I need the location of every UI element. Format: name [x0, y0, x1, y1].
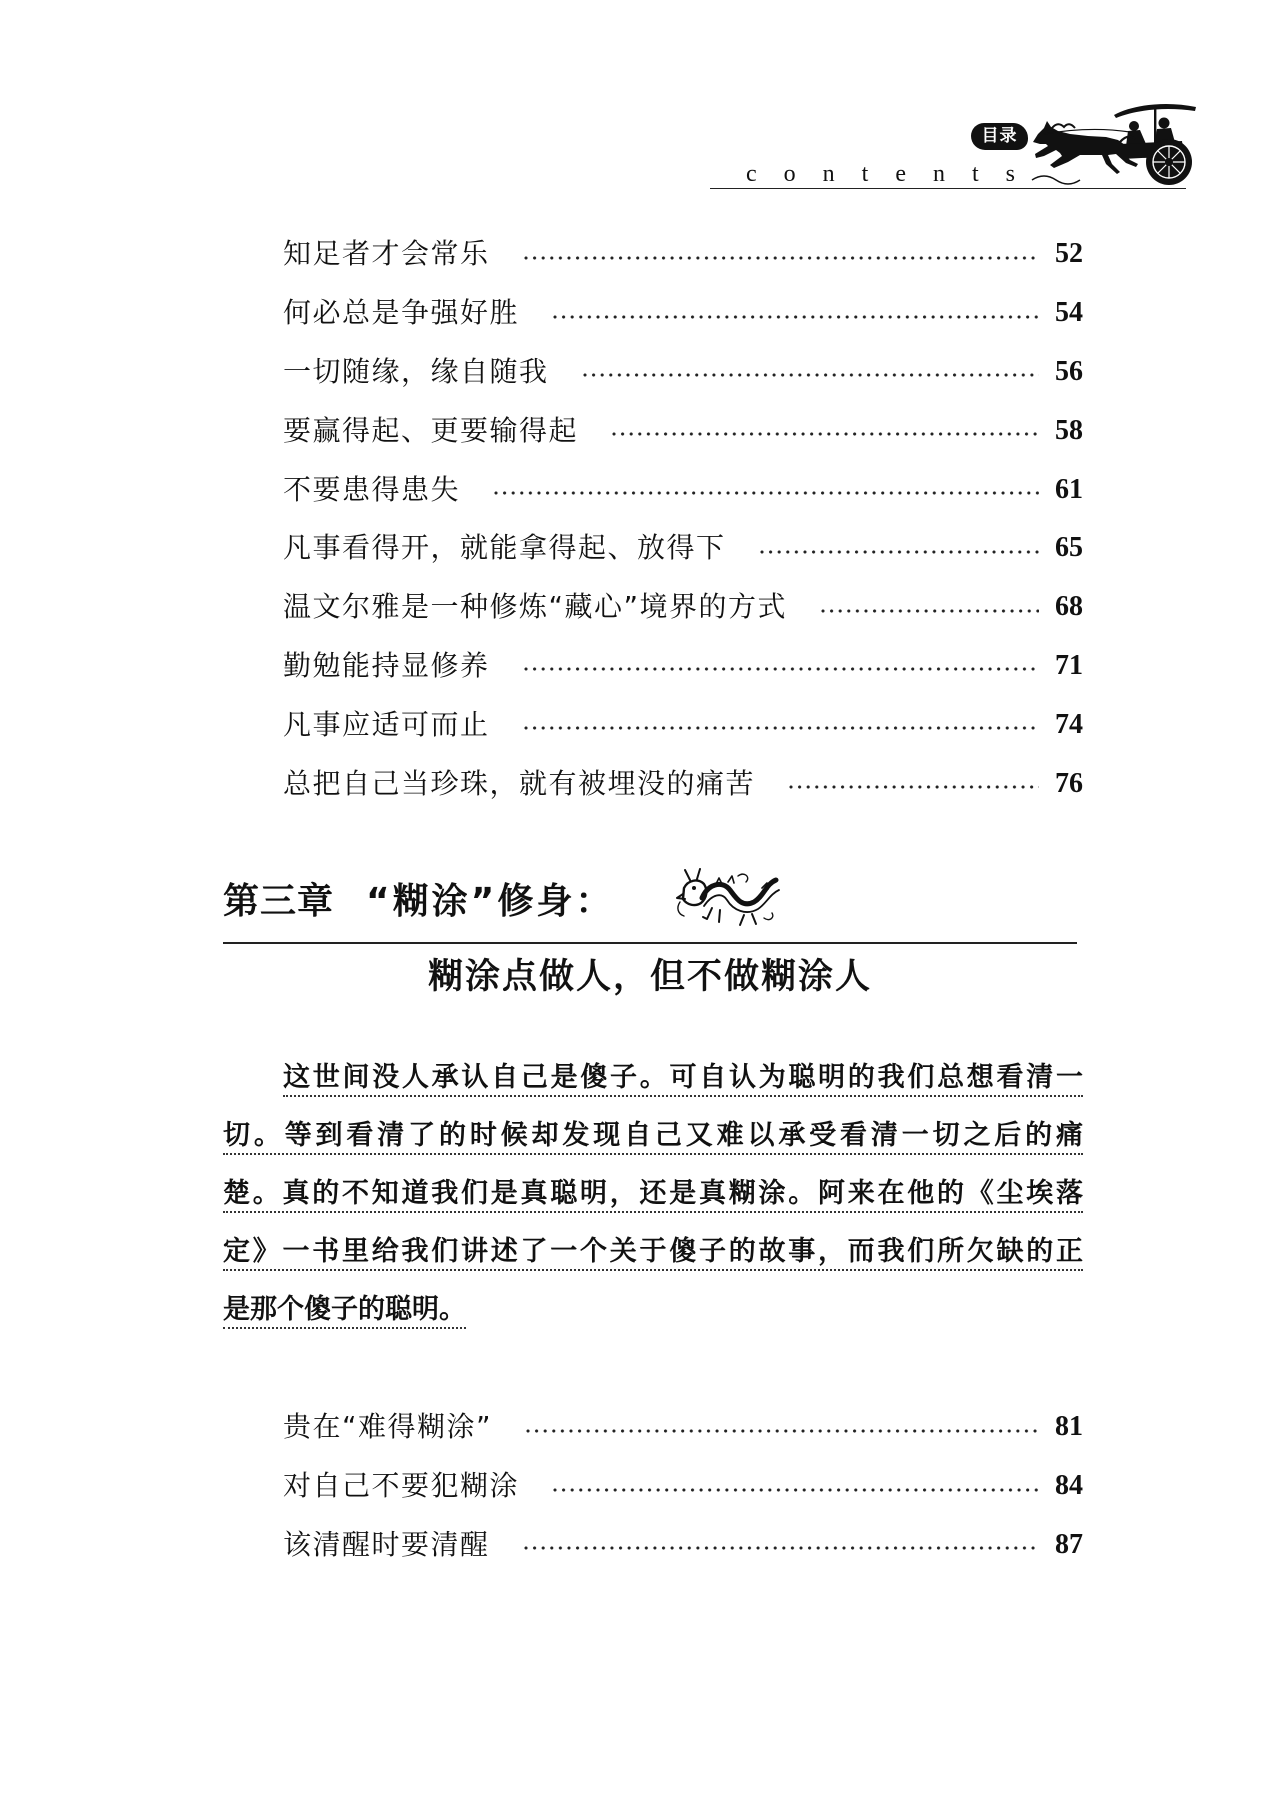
dot-leader [789, 785, 1039, 789]
dot-leader [612, 432, 1039, 436]
toc-list [283, 1398, 1083, 1574]
dot-leader [494, 491, 1039, 495]
toc-entry [283, 637, 1083, 696]
dragon-eye [692, 886, 696, 890]
toc-entry-page: 52 [1055, 238, 1083, 270]
chapter-intro [223, 1061, 1083, 1351]
toc-entry [283, 460, 1083, 519]
toc-entry-title: 贵在“难得糊涂” [283, 1410, 493, 1444]
toc-entry [283, 754, 1083, 813]
dot-leader [583, 373, 1039, 377]
toc-entry-title: 凡事看得开，就能拿得起、放得下 [283, 531, 726, 565]
dragon-icon [676, 868, 782, 930]
toc-entry-title: 总把自己当珍珠，就有被埋没的痛苦 [283, 766, 756, 800]
chapter-rule [223, 942, 1077, 944]
chariot-wheel [1146, 139, 1192, 185]
dot-leader [553, 315, 1039, 319]
intro-line: 定》一书里给我们讲述了一个关于傻子的故事，而我们所欠缺的正 [223, 1235, 1083, 1271]
contents-badge: 目录 [971, 123, 1028, 150]
toc-entry [283, 225, 1083, 284]
toc-entry-page: 65 [1055, 532, 1083, 564]
intro-line: 是那个傻子的聪明。 [223, 1293, 466, 1329]
toc-entry-title: 对自己不要犯糊涂 [283, 1469, 520, 1503]
toc-entry-page: 74 [1055, 708, 1083, 740]
chapter-title: “糊涂”修身： [366, 881, 615, 922]
toc-entry-title: 温文尔雅是一种修炼“藏心”境界的方式 [283, 590, 788, 624]
dot-leader [524, 1546, 1039, 1550]
toc-entry-page: 84 [1055, 1470, 1083, 1502]
toc-entry [283, 695, 1083, 754]
toc-entry-page: 76 [1055, 767, 1083, 799]
toc-entry-page: 61 [1055, 473, 1083, 505]
toc-entry [283, 401, 1083, 460]
intro-line: 楚。真的不知道我们是真聪明，还是真糊涂。阿来在他的《尘埃落 [223, 1177, 1083, 1213]
toc-list [283, 225, 1083, 813]
ground-swirl [1032, 176, 1080, 184]
toc-entry-title: 要赢得起、更要输得起 [283, 413, 579, 447]
intro-line: 切。等到看清了的时候却发现自己又难以承受看清一切之后的痛 [223, 1119, 1083, 1155]
dot-leader [553, 1488, 1039, 1492]
dot-leader [524, 256, 1039, 260]
chapter-subtitle: 糊涂点做人，但不做糊涂人 [427, 957, 872, 997]
toc-entry [283, 519, 1083, 578]
toc-entry-title: 一切随缘，缘自随我 [283, 354, 549, 388]
toc-entry-title: 该清醒时要清醒 [283, 1527, 490, 1561]
toc-entry [283, 1398, 1083, 1457]
toc-entry-page: 54 [1055, 297, 1083, 329]
toc-entry-page: 81 [1055, 1411, 1083, 1443]
toc-entry-page: 71 [1055, 649, 1083, 681]
dot-leader [821, 609, 1039, 613]
contents-label: contents [746, 161, 1042, 187]
toc-entry-page: 68 [1055, 591, 1083, 623]
dot-leader [760, 550, 1039, 554]
dot-leader [524, 667, 1039, 671]
horse [1033, 121, 1138, 174]
dot-leader [526, 1429, 1039, 1433]
toc-entry-page: 56 [1055, 355, 1083, 387]
toc-entry-title: 不要患得患失 [283, 472, 461, 506]
dragon-strokes [677, 869, 779, 925]
toc-entry-title: 凡事应适可而止 [283, 707, 490, 741]
chapter-number: 第三章 [223, 881, 335, 922]
toc-entry [283, 1516, 1083, 1575]
toc-entry [283, 1457, 1083, 1516]
toc-entry-title: 勤勉能持显修养 [283, 648, 490, 682]
toc-entry [283, 578, 1083, 637]
chariot-icon [1030, 98, 1200, 188]
toc-entry [283, 343, 1083, 402]
toc-entry-page: 58 [1055, 414, 1083, 446]
toc-entry-title: 何必总是争强好胜 [283, 296, 520, 330]
toc-entry-title: 知足者才会常乐 [283, 237, 490, 271]
toc-entry-page: 87 [1055, 1528, 1083, 1560]
intro-line: 这世间没人承认自己是傻子。可自认为聪明的我们总想看清一 [283, 1061, 1083, 1097]
header-rule [710, 188, 1186, 189]
chapter-heading [223, 880, 614, 924]
toc-entry [283, 284, 1083, 343]
dot-leader [524, 726, 1039, 730]
